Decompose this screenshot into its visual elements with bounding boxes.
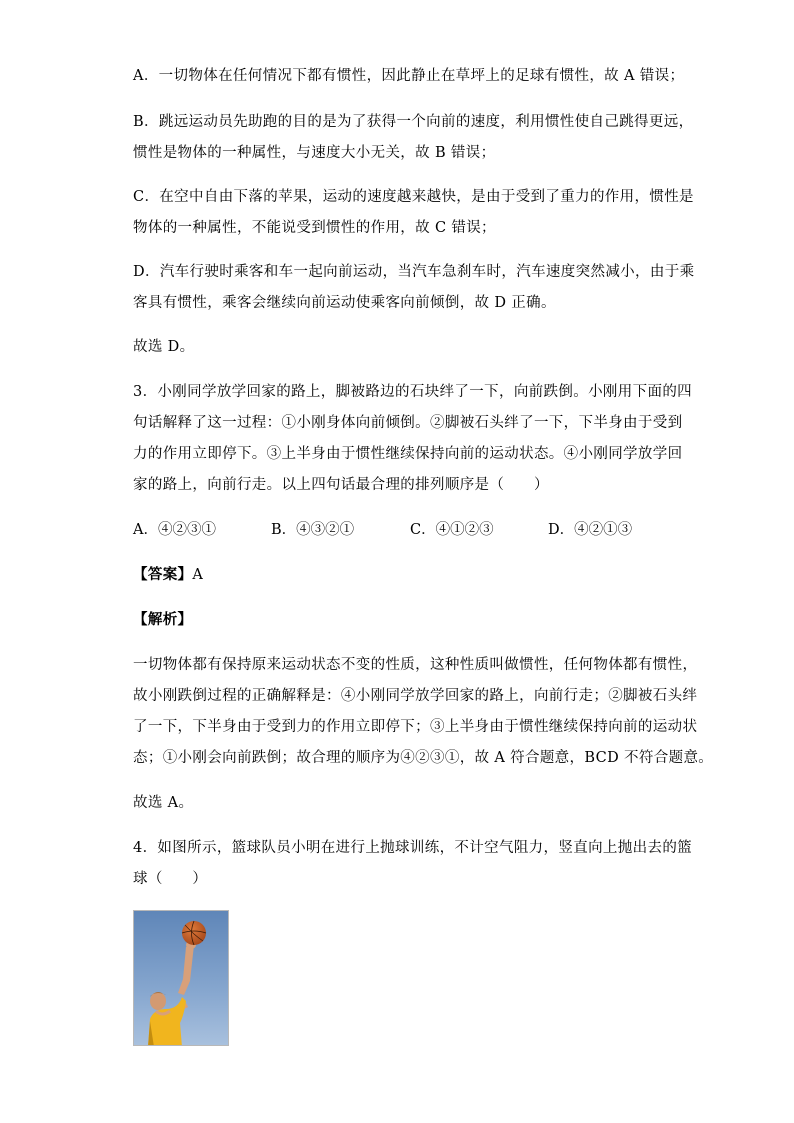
option-b-explanation-line2: 惯性是物体的一种属性，与速度大小无关，故 B 错误； [133, 145, 496, 161]
analysis-label: 【解析】 [133, 611, 193, 628]
question3-answer [133, 565, 203, 585]
question3-option-d: D．④②①③ [548, 522, 633, 538]
question3-option-b: B．④③②① [271, 522, 355, 538]
question3-stem-line4: 家的路上，向前行走。以上四句话最合理的排列顺序是（ ） [133, 477, 549, 493]
question3-analysis-line2: 故小刚跌倒过程的正确解释是：④小刚同学放学回家的路上，向前行走；②脚被石头绊 [133, 688, 698, 704]
option-d-explanation-line1: D．汽车行驶时乘客和车一起向前运动，当汽车急刹车时，汽车速度突然减小，由于乘 [133, 264, 695, 280]
question3-analysis-line4: 态；①小刚会向前跌倒；故合理的顺序为④②③①，故 A 符合题意，BCD 不符合题意。 [133, 750, 714, 766]
option-c-explanation-line2: 物体的一种属性，不能说受到惯性的作用，故 C 错误； [133, 220, 496, 236]
question4-stem-line1: 4．如图所示，篮球队员小明在进行上抛球训练，不计空气阻力，竖直向上抛出去的篮 [133, 840, 693, 856]
question4-stem-line2: 球（ ） [133, 871, 208, 887]
option-a-explanation: A．一切物体在任何情况下都有惯性，因此静止在草坪上的足球有惯性，故 A 错误； [133, 68, 685, 84]
question3-stem-line3: 力的作用立即停下。③上半身由于惯性继续保持向前的运动状态。④小刚同学放学回 [133, 446, 683, 462]
question3-analysis-line3: 了一下，下半身由于受到力的作用立即停下；③上半身由于惯性继续保持向前的运动状 [133, 719, 698, 735]
option-c-explanation-line1: C．在空中自由下落的苹果，运动的速度越来越快，是由于受到了重力的作用，惯性是 [133, 189, 694, 205]
option-d-explanation-line2: 客具有惯性，乘客会继续向前运动使乘客向前倾倒，故 D 正确。 [133, 295, 556, 311]
question3-option-c: C．④①②③ [410, 522, 494, 538]
question3-conclusion: 故选 A。 [133, 795, 194, 811]
answer-value: A [192, 567, 204, 583]
option-b-explanation-line1: B．跳远运动员先助跑的目的是为了获得一个向前的速度，利用惯性使自己跳得更远， [133, 114, 694, 130]
answer-label: 【答案】 [133, 566, 193, 583]
basketball-player-photo [133, 910, 229, 1046]
question3-stem-line1: 3．小刚同学放学回家的路上，脚被路边的石块绊了一下，向前跌倒。小刚用下面的四 [133, 384, 693, 400]
question3-option-a: A．④②③① [133, 522, 216, 538]
question3-analysis-line1: 一切物体都有保持原来运动状态不变的性质，这种性质叫做惯性，任何物体都有惯性， [133, 657, 698, 673]
previous-conclusion: 故选 D。 [133, 339, 195, 355]
question3-stem-line2: 句话解释了这一过程：①小刚身体向前倾倒。②脚被石头绊了一下，下半身由于受到 [133, 415, 683, 431]
